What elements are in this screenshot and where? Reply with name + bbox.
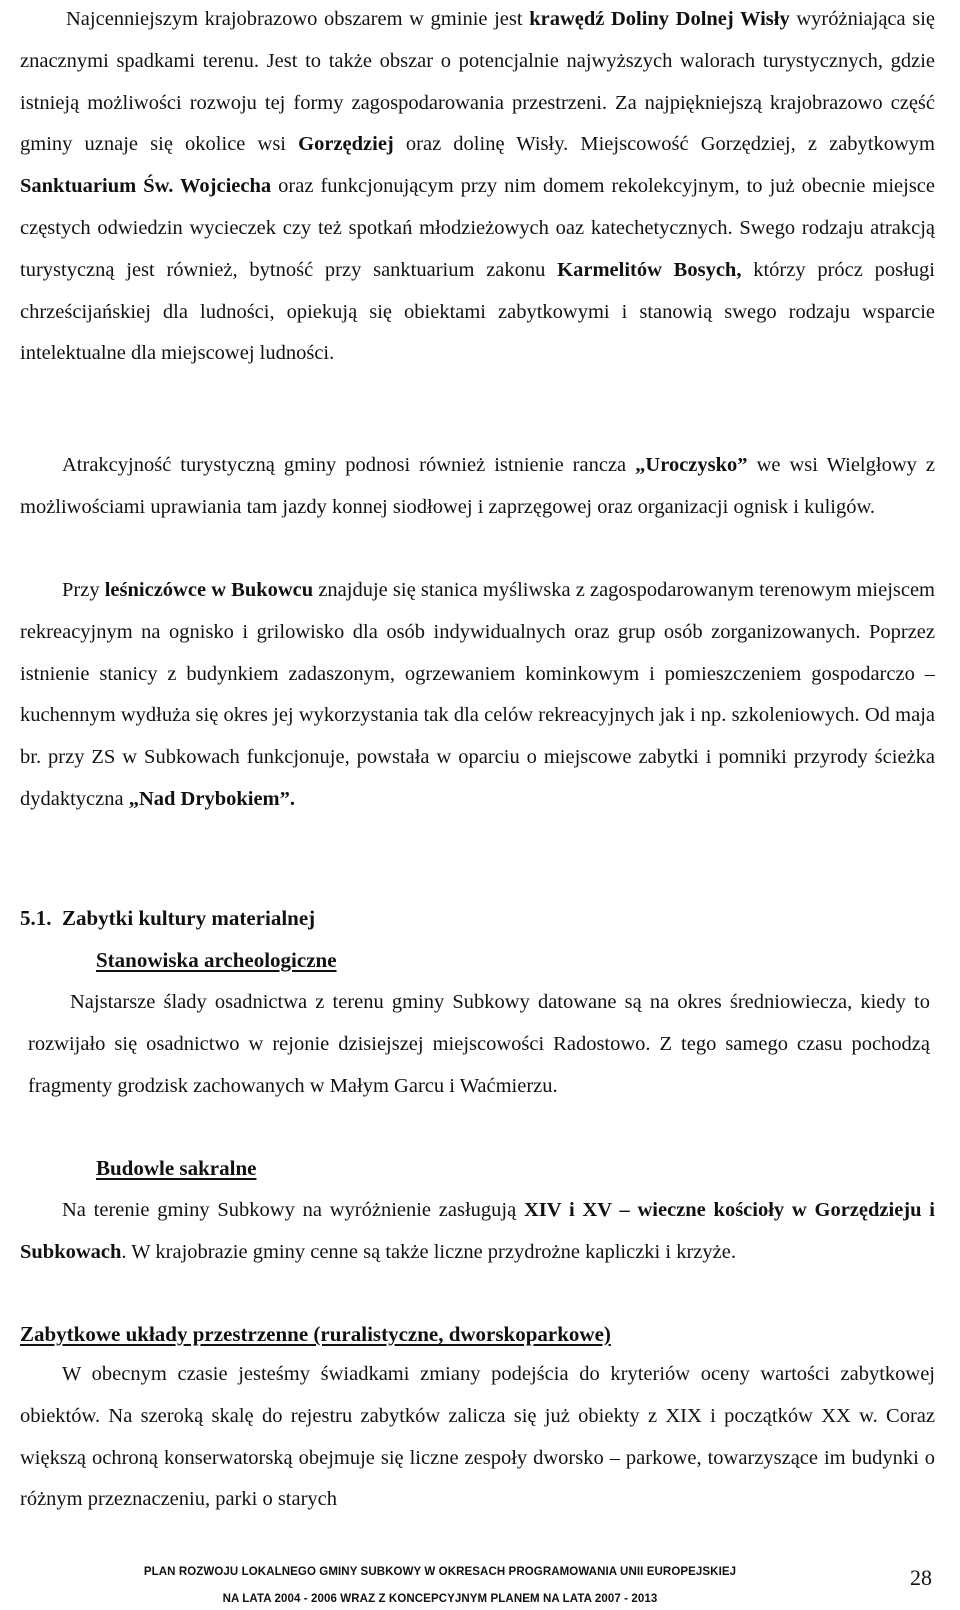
text-bold: krawędź Doliny Dolnej Wisły [529,8,790,30]
section-number: 5.1. [20,906,52,930]
text: we wsi Wielgłowy z możliwościami uprawiania tam jazdy konnej siodłowej i zaprzęgowej oraz organizacji ognisk i kuligów. [20,454,935,518]
text: Atrakcyjność turystyczną gminy podnosi również istnienie rancza [62,454,636,476]
paragraph-landscape [20,0,935,375]
text: znajduje się stanica myśliwska z zagospodarowanym terenowym miejscem rekreacyjnym na ognisko i grilowisko dla osób indywidualnych oraz grup osób zorganizowanych. Poprzez istnienie stanicy z budynkiem zadaszonym, ogrzewaniem kominkowym i pomieszczeniem gospodarczo – kuchennym wydłuża się okres jej wykorzystania tak dla celów rekreacyjnych jak i np. szkoleniowych. Od maja br. przy ZS w Subkowach funkcjonuje, powstała w oparciu o miejscowe zabytki i pomniki przyrody ścieżka dydaktyczna [20,579,936,810]
text-bold: leśniczówce w Bukowcu [104,579,314,601]
text: Najstarsze ślady osadnictwa z terenu gminy Subkowy datowane są na okres średniowiecza, kiedy to rozwijało się osadnictwo w rejonie dzisiejszej miejscowości Radostowo. Z tego samego czasu pochodzą fragmenty grodzisk zachowanych w Małym Garcu i Waćmierzu. [28,991,930,1097]
text: oraz dolinę Wisły. Miejscowość Gorzędziej, z zabytkowym [393,133,935,156]
text-bold: XIV i XV – wieczne kościoły w Gorzędzieju i Subkowach [20,1199,935,1263]
paragraph-sacral [20,1190,935,1274]
subheading-sacral: Budowle sakralne [96,1156,257,1180]
subheading-archaeology: Stanowiska archeologiczne [96,948,337,972]
paragraph-forestry [20,570,935,821]
text: W obecnym czasie jesteśmy świadkami zmiany podejścia do kryteriów oceny wartości zabytkowej obiektów. Na szeroką skalę do rejestru zabytków zalicza się już obiekty z XIX i początków XX w. Coraz większą ochroną konserwatorską obejmuje się liczne zespoły dworsko – parkowe, towarzyszące im budynki o różnym przeznaczeniu, parki o starych [20,1363,935,1511]
section-heading [20,906,315,931]
text-bold: Gorzędziej [298,133,394,156]
text-bold: „Uroczysko” [635,454,748,476]
section-title: Zabytki kultury materialnej [62,906,316,930]
text: którzy prócz posługi chrześcijańskiej dla ludności, opiekują się obiektami zabytkowymi i stanowią swego rodzaju wsparcie intelektualne dla miejscowej ludności. [20,258,935,365]
subheading-spatial: Zabytkowe układy przestrzenne (ruralistyczne, dworskoparkowe) [20,1322,611,1346]
text-bold: Sanktuarium Św. Wojciecha [20,175,272,198]
text: Najcenniejszym krajobrazowo obszarem w gminie jest [66,8,530,30]
page-number: 28 [910,1565,932,1590]
text: wyróżniająca się znacznymi spadkami terenu. Jest to także obszar o potencjalnie najwyższych walorach turystycznych, gdzie istnieją możliwości rozwoju tej formy zagospodarowania przestrzeni. Za najpiękniejszą krajobrazowo część gminy uznaje się okolice wsi [20,8,935,156]
text: oraz funkcjonującym przy nim domem rekolekcyjnym, to już obecnie miejsce częstych odwiedzin wycieczek czy też spotkań młodzieżowych oaz katechetycznych. Swego rodzaju atrakcją turystyczną jest również, bytność przy sanktuarium zakonu [20,175,935,281]
text: . W krajobrazie gminy cenne są także liczne przydrożne kapliczki i krzyże. [121,1240,736,1263]
paragraph-spatial [20,1354,935,1521]
paragraph-archaeology [28,982,930,1107]
footer-line-1: PLAN ROZWOJU LOKALNEGO GMINY SUBKOWY W OKRESACH PROGRAMOWANIA UNII EUROPEJSKIEJ [143,1566,737,1578]
text: Na terenie gminy Subkowy na wyróżnienie zasługują [62,1199,524,1221]
footer-line-2: NA LATA 2004 - 2006 WRAZ Z KONCEPCYJNYM PLANEM NA LATA 2007 - 2013 [222,1593,658,1605]
paragraph-ranch [20,445,935,529]
text-bold: „Nad Drybokiem”. [128,787,296,810]
text-bold: Karmelitów Bosych, [557,258,742,281]
text: Przy [62,579,105,601]
